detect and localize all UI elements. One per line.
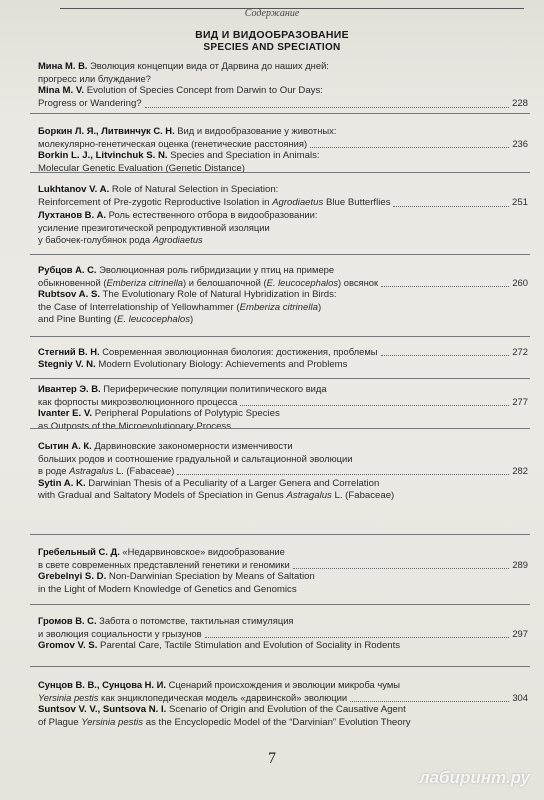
toc-line <box>38 396 528 409</box>
taxon-name: Astragalus <box>69 465 114 477</box>
toc-line <box>38 98 528 111</box>
title-text: Дарвиновские закономерности изменчивости <box>91 440 293 451</box>
toc-entry <box>38 440 528 503</box>
title-text: в свете современных представлений генетики и геномики <box>38 558 290 570</box>
title-text: ) и белошапочной ( <box>183 276 267 288</box>
title-text: Эволюционная роль гибридизации у птиц на примере <box>96 264 335 275</box>
toc-line <box>38 346 528 359</box>
toc-line <box>38 289 528 302</box>
title-text: and Pine Bunting ( <box>38 314 117 326</box>
author-name: Сытин А. К. <box>38 440 92 451</box>
dot-leader <box>381 286 509 287</box>
toc-line <box>38 584 528 597</box>
toc-line <box>38 615 528 628</box>
author-name: Ivanter E. V. <box>38 408 93 420</box>
toc-line <box>38 60 528 73</box>
toc-line <box>38 359 528 372</box>
toc-line <box>38 150 528 163</box>
title-text: как форпосты микроэволюционного процесса <box>38 395 238 407</box>
toc-line <box>38 704 528 717</box>
title-text: «Недарвиновское» видообразование <box>119 546 285 557</box>
author-name: Лухтанов В. А. <box>38 209 107 221</box>
toc-line <box>38 440 528 453</box>
author-name: Borkin L. J., Litvinchuk S. N. <box>38 150 168 162</box>
toc-entry <box>38 346 528 371</box>
entry-divider <box>30 378 530 379</box>
entry-page-number: 282 <box>512 465 528 477</box>
title-text: Modern Evolutionary Biology: Achievements and Problems <box>95 358 348 370</box>
author-name: Suntsov V. V., Suntsova N. I. <box>38 704 167 716</box>
toc-entry <box>38 60 528 110</box>
taxon-name: Agrodiaetus <box>152 234 203 246</box>
entry-divider <box>30 604 530 605</box>
title-text: the Case of Interrelationship of Yellowhammer ( <box>38 301 240 313</box>
author-name: Sytin A. K. <box>38 477 86 489</box>
toc-line <box>38 197 528 210</box>
title-text: Reinforcement of Pre-zygotic Reproductive Isolation in <box>38 196 273 208</box>
title-text: L. (Fabaceae) <box>331 490 395 502</box>
toc-line <box>38 408 528 421</box>
entry-divider <box>30 534 530 535</box>
title-text: with Gradual and Saltatory Models of Speciation in Genus <box>38 490 287 502</box>
toc-line <box>38 125 528 138</box>
author-name: Ивантер Э. В. <box>38 383 101 394</box>
title-text: Darwinian Thesis of a Peculiarity of a Larger Genera and Correlation <box>85 477 380 489</box>
dot-leader <box>177 474 509 475</box>
entry-divider <box>30 336 530 337</box>
toc-line <box>38 490 528 503</box>
taxon-name: Yersinia pestis <box>81 716 144 728</box>
entry-page-number: 236 <box>512 137 528 149</box>
dot-leader <box>293 568 509 569</box>
title-text: и эволюция социальности у грызунов <box>38 627 202 639</box>
title-text: Species and Speciation in Animals: <box>167 150 320 162</box>
toc-line <box>38 478 528 491</box>
author-name: Rubtsov A. S. <box>38 289 101 301</box>
toc-line <box>38 73 528 86</box>
toc-line <box>38 571 528 584</box>
entry-divider <box>30 666 530 667</box>
toc-line <box>38 640 528 653</box>
entry-divider <box>30 428 530 429</box>
title-text: Role of Natural Selection in Speciation: <box>109 184 279 195</box>
title-text: as Outposts of the Microevolutionary Process <box>38 420 232 432</box>
title-text: Эволюция концепции вида от Дарвина до наших дней: <box>87 60 329 71</box>
author-name: Боркин Л. Я., Литвинчук С. Н. <box>38 125 175 136</box>
title-text: в роде <box>38 465 70 477</box>
toc-entry <box>38 383 528 433</box>
toc-entry <box>38 125 528 175</box>
toc-line <box>38 453 528 466</box>
running-header: Содержание <box>244 8 300 19</box>
entry-page-number: 289 <box>512 558 528 570</box>
toc-line <box>38 383 528 396</box>
taxon-name: Agrodiaetus <box>272 196 324 208</box>
toc-entry <box>38 679 528 729</box>
dot-leader <box>350 701 509 702</box>
toc-line <box>38 679 528 692</box>
toc-line <box>38 546 528 559</box>
title-text: ) <box>317 301 322 313</box>
entry-page-number: 277 <box>512 395 528 407</box>
title-text: как энциклопедическая модель «дарвинской» эволюции <box>98 691 348 703</box>
title-text: of Plague <box>38 716 82 728</box>
toc-entry <box>38 615 528 653</box>
title-text: Evolution of Species Concept from Darwin to Our Days: <box>84 85 323 97</box>
title-text: Вид и видообразование у животных: <box>174 125 337 136</box>
author-name: Gromov V. S. <box>38 640 98 652</box>
section-title-en: SPECIES AND SPECIATION <box>203 42 341 53</box>
title-text: Progress or Wandering? <box>38 97 142 109</box>
entry-divider <box>30 172 530 173</box>
toc-line <box>38 163 528 176</box>
title-text: больших родов и соотношение градуальной и сальтационной эволюции <box>38 452 353 464</box>
title-text: Забота о потомстве, тактильная стимуляция <box>96 615 294 626</box>
title-text: Molecular Genetic Evaluation (Genetic Distance) <box>38 162 245 174</box>
toc-line <box>38 85 528 98</box>
taxon-name: E. leucocephalos <box>266 276 339 288</box>
toc-line <box>38 559 528 572</box>
author-name: Grebelnyi S. D. <box>38 571 107 583</box>
section-title-ru: ВИД И ВИДООБРАЗОВАНИЕ <box>195 29 349 41</box>
toc-line <box>38 314 528 327</box>
entry-page-number: 251 <box>511 196 528 208</box>
title-text: Современная эволюционная биология: достижения, проблемы <box>99 346 378 357</box>
title-text: in the Light of Modern Knowledge of Genetics and Genomics <box>38 583 297 595</box>
title-text: обыкновенной ( <box>38 276 107 288</box>
entry-divider <box>30 254 530 255</box>
toc-line <box>38 717 528 730</box>
taxon-name: Emberiza citrinella <box>106 276 184 288</box>
toc-line <box>38 302 528 315</box>
title-text: L. (Fabaceae) <box>113 465 175 477</box>
title-text: Parental Care, Tactile Stimulation and Evolution of Sociality in Rodents <box>97 640 401 652</box>
toc-line <box>38 222 528 235</box>
title-text: The Evolutionary Role of Natural Hybridization in Birds: <box>100 289 337 301</box>
dot-leader <box>381 355 509 356</box>
toc-line <box>38 465 528 478</box>
title-text: ) <box>190 314 194 326</box>
title-text: ) овсянок <box>338 276 379 288</box>
author-name: Сунцов В. В., Сунцова Н. И. <box>38 679 166 690</box>
title-text: Сценарий происхождения и эволюции микроба чумы <box>166 679 400 690</box>
toc-line <box>38 209 528 222</box>
title-text: усиление презиготической репродуктивной изоляции <box>38 221 270 233</box>
author-name: Mina M. V. <box>38 85 85 97</box>
dot-leader <box>240 405 509 406</box>
entry-page-number: 297 <box>512 627 528 639</box>
entry-divider <box>30 113 530 114</box>
title-text: Non-Darwinian Speciation by Means of Saltation <box>106 571 315 583</box>
toc-line <box>38 277 528 290</box>
toc-line <box>38 138 528 151</box>
title-text: Периферические популяции политипического вида <box>100 383 327 394</box>
toc-line <box>38 692 528 705</box>
taxon-name: Astragalus <box>286 490 332 502</box>
author-name: Lukhtanov V. A. <box>38 184 110 195</box>
dot-leader <box>145 107 509 108</box>
taxon-name: Emberiza citrinella <box>239 301 318 313</box>
title-text: Peripheral Populations of Polytypic Species <box>92 408 280 420</box>
taxon-name: E. leucocephalos <box>116 314 191 326</box>
toc-line <box>38 234 528 247</box>
author-name: Stegniy V. N. <box>38 358 96 370</box>
entry-page-number: 304 <box>512 691 528 703</box>
entry-page-number: 260 <box>512 276 528 288</box>
dot-leader <box>393 206 509 207</box>
title-text: Scenario of Origin and Evolution of the Causative Agent <box>166 704 406 716</box>
title-text: as the Encyclopedic Model of the “Darvinian” Evolution Theory <box>143 716 411 728</box>
title-text: Роль естественного отбора в видообразовании: <box>106 209 318 221</box>
page-number: 7 <box>268 750 276 767</box>
toc-line <box>38 264 528 277</box>
toc-entry <box>38 264 528 327</box>
taxon-name: Yersinia pestis <box>38 691 99 703</box>
toc-entry <box>38 184 528 247</box>
watermark-logo: лабиринт.ру <box>419 768 530 787</box>
author-name: Громов В. С. <box>38 615 97 626</box>
title-text: прогресс или блуждание? <box>38 72 151 84</box>
title-text: у бабочек-голубянок рода <box>38 234 153 246</box>
entry-page-number: 228 <box>511 97 528 109</box>
title-text: молекулярно-генетическая оценка (генетические расстояния) <box>38 137 308 149</box>
author-name: Стегний В. Н. <box>38 346 100 357</box>
entry-page-number: 272 <box>512 346 528 357</box>
author-name: Рубцов А. С. <box>38 264 97 275</box>
dot-leader <box>310 147 509 148</box>
toc-entry <box>38 546 528 596</box>
author-name: Мина М. В. <box>38 60 88 71</box>
title-text: Blue Butterflies <box>323 196 391 208</box>
dot-leader <box>205 637 509 638</box>
toc-line <box>38 184 528 197</box>
author-name: Гребельный С. Д. <box>38 546 120 557</box>
toc-line <box>38 628 528 641</box>
